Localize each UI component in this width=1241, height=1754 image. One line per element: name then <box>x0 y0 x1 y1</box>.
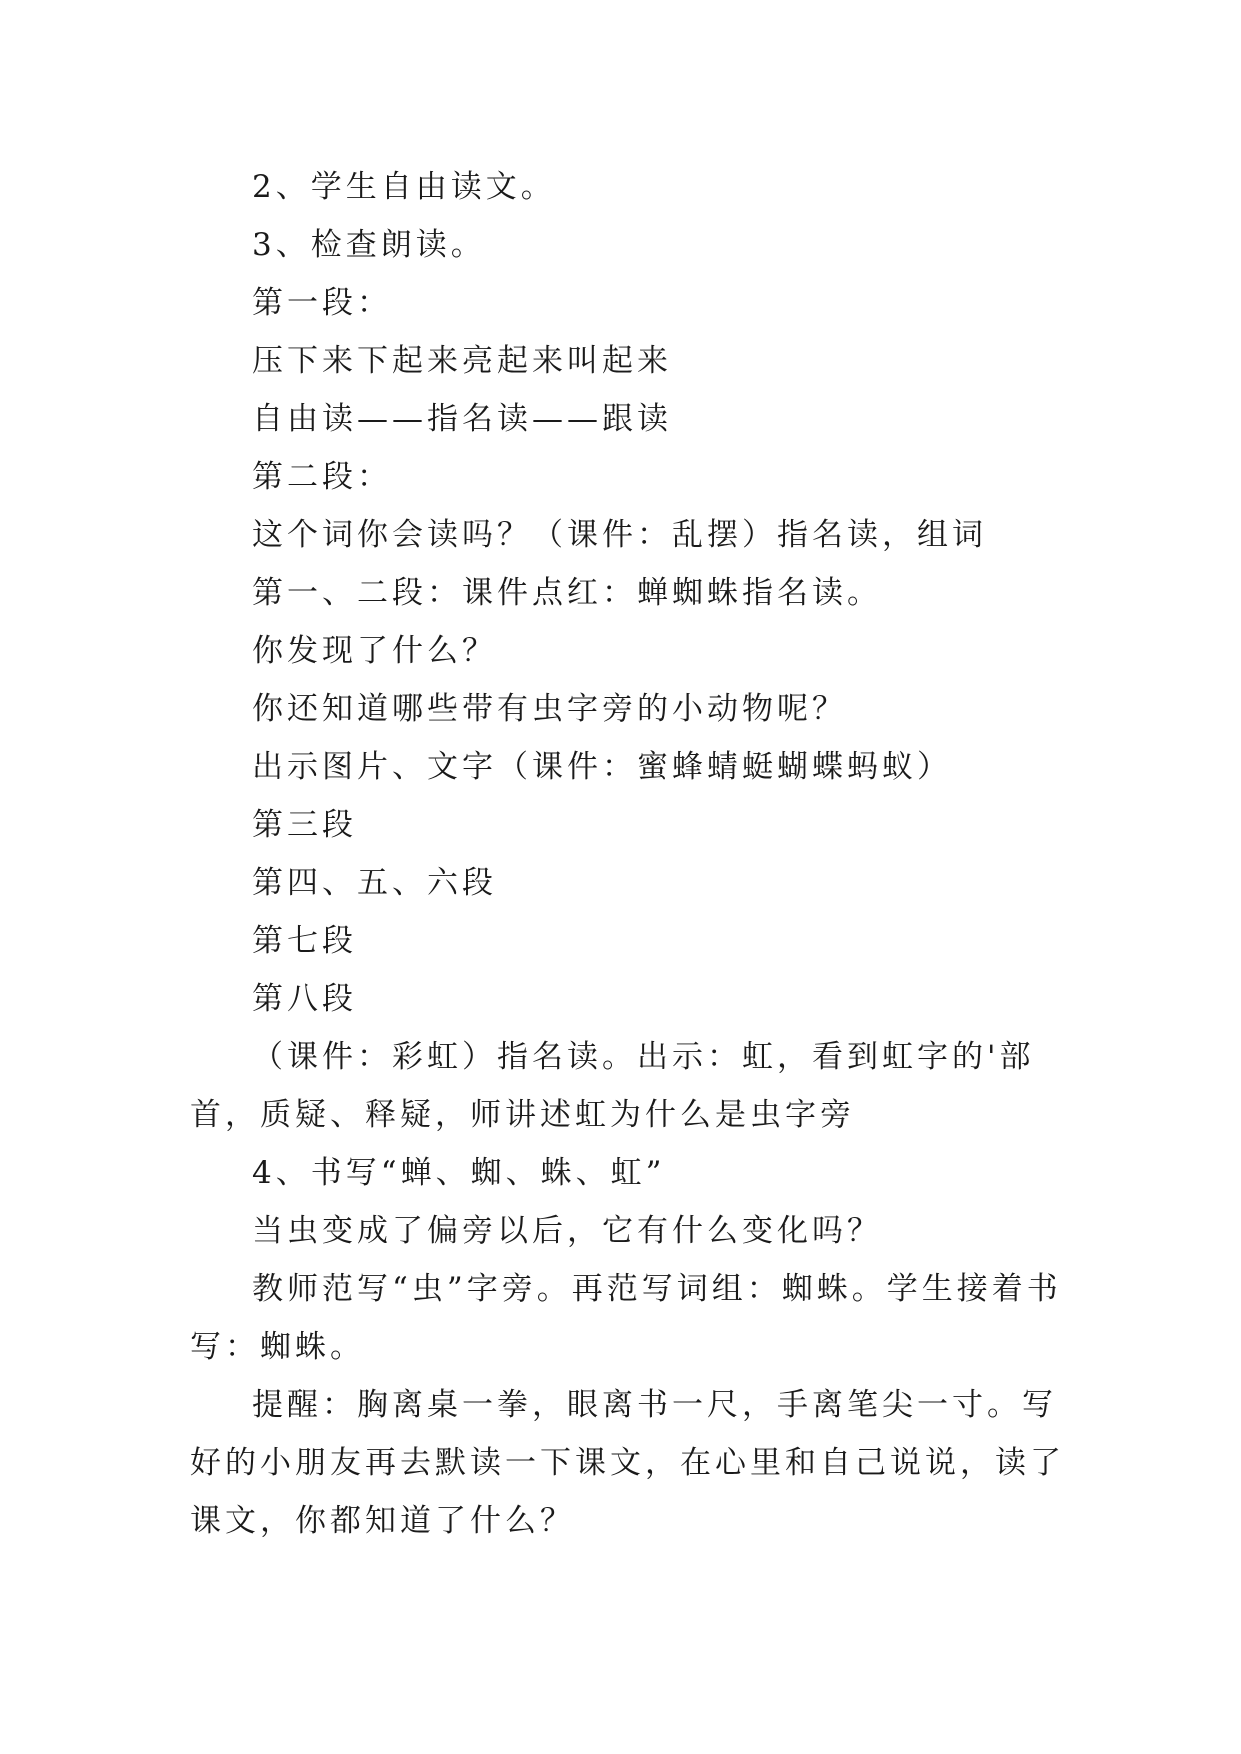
paragraph-11: 出示图片、文字（课件：蜜蜂蜻蜓蝴蝶蚂蚁） <box>252 749 952 785</box>
paragraph-10: 你还知道哪些带有虫字旁的小动物呢？ <box>252 691 847 727</box>
paragraph-14: 第七段 <box>252 923 357 959</box>
paragraph-15: 第八段 <box>252 981 357 1017</box>
paragraph-12: 第三段 <box>252 807 357 843</box>
paragraph-3: 第一段： <box>252 285 392 321</box>
paragraph-13: 第四、五、六段 <box>252 865 497 901</box>
document-body <box>190 158 1070 1550</box>
paragraph-19: 教师范写“虫”字旁。再范写词组：蜘蛛。学生接着书写：蜘蛛。 <box>190 1271 1062 1365</box>
paragraph-4: 压下来下起来亮起来叫起来 <box>252 343 672 379</box>
paragraph-17: 4、书写“蝉、蜘、蛛、虹” <box>252 1155 666 1191</box>
paragraph-6: 第二段： <box>252 459 392 495</box>
paragraph-8: 第一、二段：课件点红：蝉蜘蛛指名读。 <box>252 575 882 611</box>
paragraph-1: 2、学生自由读文。 <box>252 169 556 205</box>
paragraph-7: 这个词你会读吗？（课件：乱摆）指名读，组词 <box>252 517 987 553</box>
paragraph-20: 提醒：胸离桌一拳，眼离书一尺，手离笔尖一寸。写好的小朋友再去默读一下课文，在心里和自己说说，读了课文，你都知道了什么？ <box>190 1387 1065 1539</box>
paragraph-16: （课件：彩虹）指名读。出示：虹，看到虹字的'部首，质疑、释疑，师讲述虹为什么是虫字旁 <box>190 1039 1035 1133</box>
paragraph-9: 你发现了什么？ <box>252 633 497 669</box>
paragraph-2: 3、检查朗读。 <box>252 227 486 263</box>
paragraph-18: 当虫变成了偏旁以后，它有什么变化吗？ <box>252 1213 882 1249</box>
paragraph-5: 自由读——指名读——跟读 <box>252 401 672 437</box>
